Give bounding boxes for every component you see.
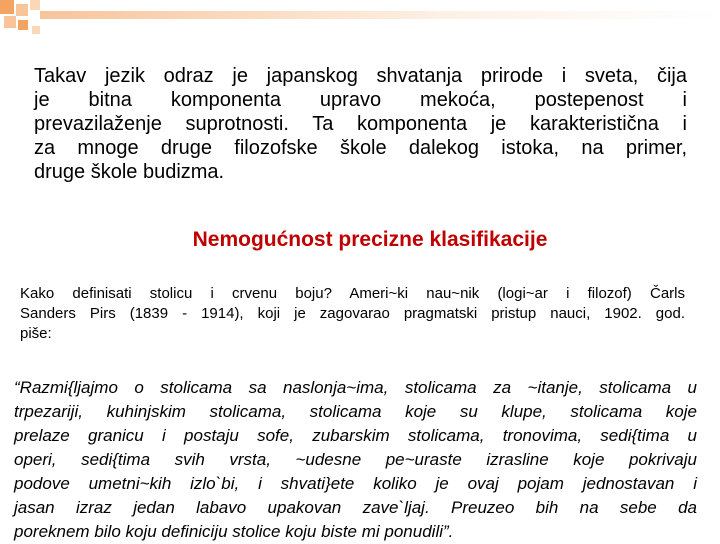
text-line: trpezariji, kuhinjskim stolicama, stolicama koje su klupe, stolicama koje <box>14 402 697 421</box>
text-line: za mnoge druge filozofske škole dalekog istoka, na primer, <box>34 137 687 159</box>
accent-square <box>18 20 28 30</box>
text-line: prevazilaženje suprotnosti. Ta komponenta je karakteristična i <box>34 113 687 135</box>
text-line: Kako definisati stolicu i crvenu boju? Ameri~ki nau~nik (logi~ar i filozof) Čarls <box>20 285 685 302</box>
text-line: jasan izraz jedan labavo upakovan zave`ljaj. Preuzeo bih na sebe da <box>14 498 697 517</box>
context-paragraph <box>20 284 685 344</box>
text-line: je bitna komponenta upravo mekoća, postepenost i <box>34 89 687 111</box>
text-line: Sanders Pirs (1839 - 1914), koji je zagovarao pragmatski pristup nauci, 1902. god. <box>20 305 685 322</box>
text-line: druge škole budizma. <box>34 161 225 183</box>
decorative-header <box>0 0 720 40</box>
text-line: Takav jezik odraz je japanskog shvatanja prirode i sveta, čija <box>34 65 687 87</box>
text-line: piše: <box>20 325 52 342</box>
accent-square <box>4 16 16 28</box>
header-bar <box>40 11 720 19</box>
intro-paragraph <box>34 64 687 184</box>
accent-square <box>32 26 40 34</box>
accent-square <box>0 0 14 14</box>
section-heading: Nemogućnost precizne klasifikacije <box>192 228 548 251</box>
accent-square <box>16 4 28 16</box>
text-line: prelaze granicu i postaju sofe, zubarskim stolicama, tronovima, sedi{tima u <box>14 426 697 445</box>
text-line: “Razmi{ljajmo o stolicama sa naslonja~ima, stolicama za ~itanje, stolicama u <box>14 378 697 397</box>
text-line: podove umetni~kih izlo`bi, i shvati}ete koliko je ovaj pojam jednostavan i <box>14 474 697 493</box>
quote-paragraph <box>14 376 697 544</box>
accent-square <box>30 0 40 10</box>
text-line: poreknem bilo koju definiciju stolice koju biste mi ponudili”. <box>14 522 454 541</box>
text-line: operi, sedi{tima svih vrsta, ~udesne pe~uraste izrasline koje pokrivaju <box>14 450 697 469</box>
